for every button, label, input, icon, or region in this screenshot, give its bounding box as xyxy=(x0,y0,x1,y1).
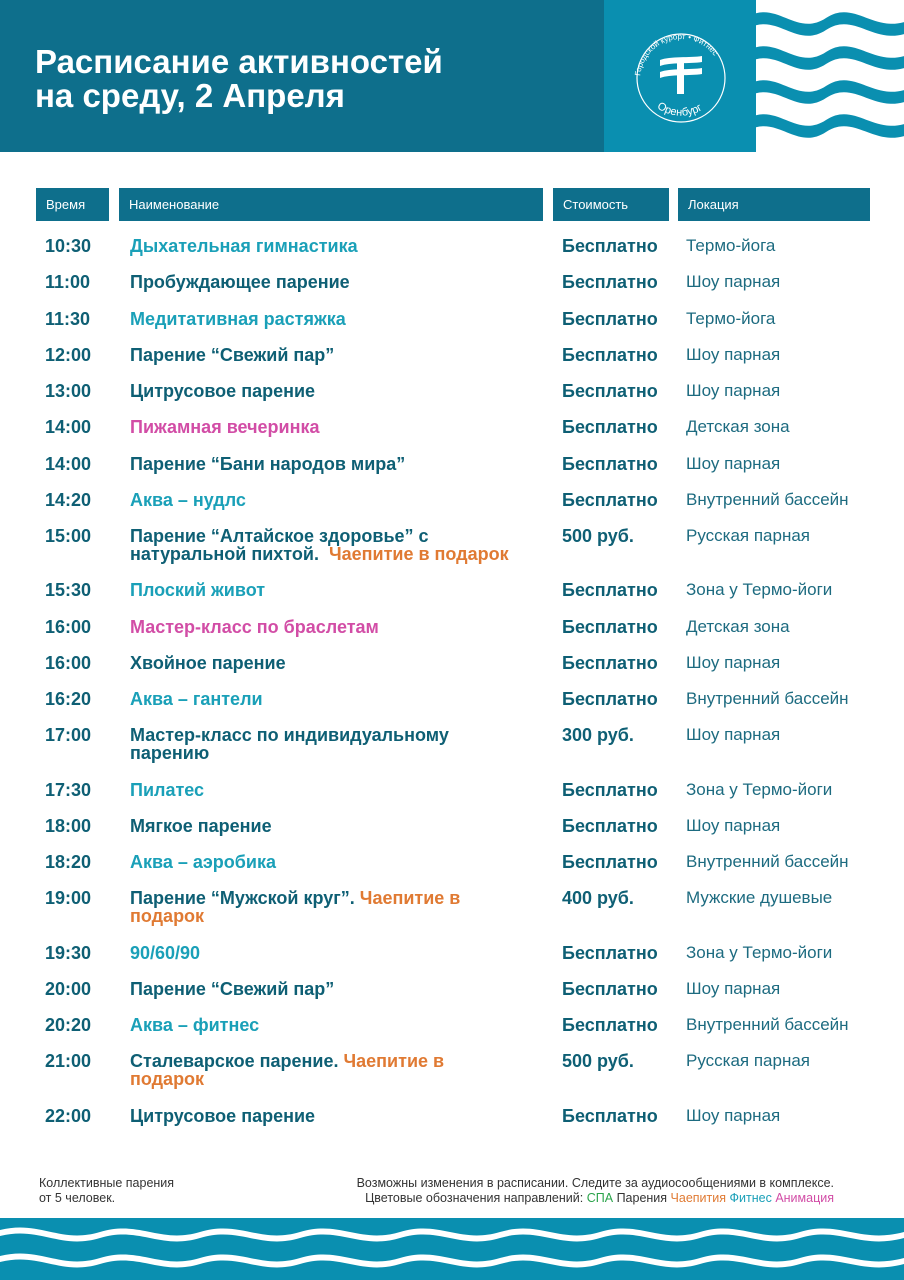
row-time: 15:00 xyxy=(45,526,92,546)
row-location: Мужские душевые xyxy=(686,888,833,907)
row-activity: Мягкое парение xyxy=(130,816,272,836)
column-header-price: Стоимость xyxy=(553,188,669,221)
legend-prefix: Цветовые обозначения направлений: xyxy=(365,1191,584,1205)
row-activity: Парение “Бани народов мира” xyxy=(130,454,406,474)
row-activity: Дыхательная гимнастика xyxy=(130,236,358,256)
row-price: Бесплатно xyxy=(562,309,658,329)
tea-gift-label: Чаепитие в подарок xyxy=(328,544,509,564)
row-location: Русская парная xyxy=(686,526,811,545)
row-location: Детская зона xyxy=(686,417,790,436)
row-time: 18:00 xyxy=(45,816,92,836)
row-time: 16:00 xyxy=(45,653,92,673)
row-location: Термо-йога xyxy=(686,309,776,328)
row-location: Шоу парная xyxy=(686,816,781,835)
row-price: Бесплатно xyxy=(562,1106,658,1126)
legend-tea: Чаепития xyxy=(670,1191,727,1205)
column-header-name: Наименование xyxy=(119,188,543,221)
row-location: Зона у Термо-йоги xyxy=(686,943,833,962)
row-activity: Мастер-класс по браслетам xyxy=(130,617,379,637)
row-location: Шоу парная xyxy=(686,454,781,473)
footer-disclaimer: Возможны изменения в расписании. Следите за аудиосообщениями в комплексе. xyxy=(356,1176,834,1190)
row-location: Шоу парная xyxy=(686,272,781,291)
row-price: Бесплатно xyxy=(562,454,658,474)
row-price: Бесплатно xyxy=(562,345,658,365)
row-time: 17:30 xyxy=(45,780,92,800)
row-location: Шоу парная xyxy=(686,653,781,672)
legend-parenie: Парения xyxy=(616,1191,668,1205)
row-time: 16:00 xyxy=(45,617,92,637)
row-location: Шоу парная xyxy=(686,979,781,998)
row-activity: Цитрусовое парение xyxy=(130,1106,316,1126)
row-price: Бесплатно xyxy=(562,617,658,637)
row-activity: Аква – гантели xyxy=(130,689,263,709)
row-time: 20:20 xyxy=(45,1015,92,1035)
header-banner xyxy=(0,0,904,152)
page-title-line2: на среду, 2 Апреля xyxy=(35,77,345,114)
row-price: Бесплатно xyxy=(562,979,658,999)
row-activity-line1: Парение “Алтайское здоровье” с xyxy=(130,526,429,546)
row-location: Термо-йога xyxy=(686,236,776,255)
row-location: Русская парная xyxy=(686,1051,811,1070)
row-price: Бесплатно xyxy=(562,381,658,401)
wave-pattern-icon xyxy=(756,0,904,152)
row-price: 500 руб. xyxy=(562,526,634,546)
row-time: 16:20 xyxy=(45,689,92,709)
color-legend xyxy=(274,1191,834,1206)
row-location: Шоу парная xyxy=(686,1106,781,1125)
row-price: Бесплатно xyxy=(562,417,658,437)
row-time: 21:00 xyxy=(45,1051,92,1071)
row-price: Бесплатно xyxy=(562,653,658,673)
bottom-wave-band-icon xyxy=(0,1218,904,1280)
row-activity: Аква – аэробика xyxy=(130,852,277,872)
logo-panel xyxy=(604,0,756,152)
column-header-time: Время xyxy=(36,188,109,221)
row-activity xyxy=(130,889,550,925)
row-time: 13:00 xyxy=(45,381,92,401)
row-time: 22:00 xyxy=(45,1106,92,1126)
tea-gift-label: Чаепитие в xyxy=(359,888,461,908)
row-time: 19:00 xyxy=(45,888,92,908)
row-location: Внутренний бассейн xyxy=(686,689,849,708)
row-activity: Парение “Свежий пар” xyxy=(130,345,335,365)
row-time: 11:00 xyxy=(45,272,91,292)
row-activity xyxy=(130,1052,550,1088)
row-activity: 90/60/90 xyxy=(130,943,201,963)
row-price: Бесплатно xyxy=(562,490,658,510)
row-location: Зона у Термо-йоги xyxy=(686,780,833,799)
page-title xyxy=(35,45,555,113)
row-time: 12:00 xyxy=(45,345,92,365)
row-activity: Пробуждающее парение xyxy=(130,272,350,292)
logo-city-text: Оренбург xyxy=(655,100,705,119)
tea-gift-label-line2: подарок xyxy=(130,1069,205,1089)
row-activity-line1: Парение “Мужской круг”. xyxy=(130,888,355,908)
row-price: Бесплатно xyxy=(562,780,658,800)
row-price: Бесплатно xyxy=(562,816,658,836)
page-title-line1: Расписание активностей xyxy=(35,43,443,80)
row-location: Шоу парная xyxy=(686,345,781,364)
column-header-location: Локация xyxy=(678,188,870,221)
row-activity: Цитрусовое парение xyxy=(130,381,316,401)
logo-mark-icon xyxy=(660,56,702,94)
row-price: Бесплатно xyxy=(562,1015,658,1035)
legend-animacia: Анимация xyxy=(775,1191,834,1205)
row-price: Бесплатно xyxy=(562,236,658,256)
row-activity: Медитативная растяжка xyxy=(130,309,346,329)
row-price: Бесплатно xyxy=(562,272,658,292)
row-time: 14:20 xyxy=(45,490,92,510)
row-time: 20:00 xyxy=(45,979,92,999)
tea-gift-label-line2: подарок xyxy=(130,906,205,926)
row-time: 14:00 xyxy=(45,417,92,437)
row-activity: Пилатес xyxy=(130,780,205,800)
tea-gift-label: Чаепитие в xyxy=(343,1051,445,1071)
row-activity xyxy=(130,726,550,762)
row-activity: Пижамная вечеринка xyxy=(130,417,320,437)
row-activity: Аква – нудлс xyxy=(130,490,246,510)
row-location: Внутренний бассейн xyxy=(686,1015,849,1034)
row-activity: Хвойное парение xyxy=(130,653,286,673)
row-price: 300 руб. xyxy=(562,725,634,745)
legend-spa: СПА xyxy=(586,1191,614,1205)
row-location: Детская зона xyxy=(686,617,790,636)
row-activity: Аква – фитнес xyxy=(130,1015,260,1035)
row-activity xyxy=(130,527,550,563)
row-time: 14:00 xyxy=(45,454,92,474)
logo xyxy=(604,0,756,152)
legend-fitnes: Фитнес xyxy=(729,1191,772,1205)
row-price: Бесплатно xyxy=(562,852,658,872)
row-time: 18:20 xyxy=(45,852,92,872)
row-price: Бесплатно xyxy=(562,689,658,709)
row-activity-line1: Мастер-класс по индивидуальному xyxy=(130,725,449,745)
footer-note-right xyxy=(274,1176,834,1206)
row-location: Шоу парная xyxy=(686,381,781,400)
row-price: Бесплатно xyxy=(562,943,658,963)
row-time: 15:30 xyxy=(45,580,92,600)
row-activity: Плоский живот xyxy=(130,580,266,600)
row-price: 400 руб. xyxy=(562,888,634,908)
row-time: 19:30 xyxy=(45,943,92,963)
row-time: 10:30 xyxy=(45,236,92,256)
row-activity-line2: парению xyxy=(130,743,210,763)
footer-note-left xyxy=(39,1176,259,1206)
row-location: Зона у Термо-йоги xyxy=(686,580,833,599)
row-location: Шоу парная xyxy=(686,725,781,744)
row-activity-line1: Сталеварское парение. xyxy=(130,1051,339,1071)
logo-ring-text: Городской курорт • Фитнес xyxy=(633,31,720,77)
row-price: 500 руб. xyxy=(562,1051,634,1071)
row-time: 11:30 xyxy=(45,309,91,329)
row-location: Внутренний бассейн xyxy=(686,490,849,509)
row-activity-line2: натуральной пихтой. xyxy=(130,544,319,564)
row-price: Бесплатно xyxy=(562,580,658,600)
row-time: 17:00 xyxy=(45,725,92,745)
row-location: Внутренний бассейн xyxy=(686,852,849,871)
footer-note-left-line2: от 5 человек. xyxy=(39,1191,116,1205)
row-activity: Парение “Свежий пар” xyxy=(130,979,335,999)
footer-note-left-line1: Коллективные парения xyxy=(39,1176,175,1190)
